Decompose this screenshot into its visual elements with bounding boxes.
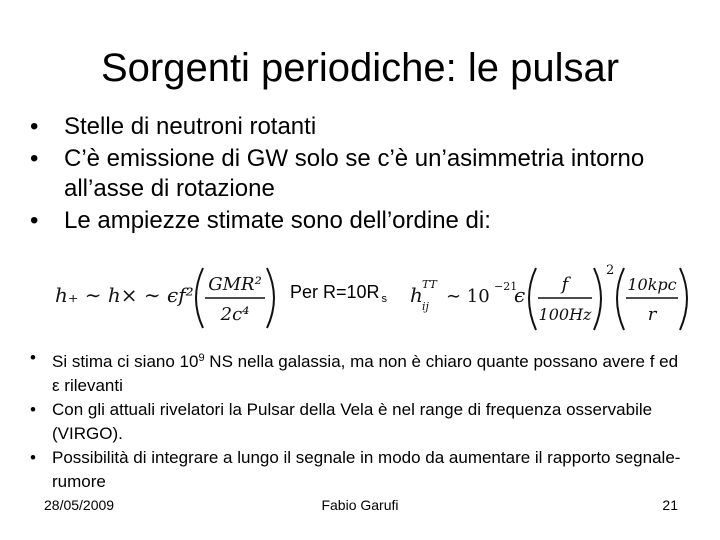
strain-h: h [410,283,423,307]
bullet-dot-icon: • [30,348,36,367]
formula-numerator: GMR² [208,274,262,295]
strain-sub: ij [422,300,429,313]
amplitude-formula [55,258,275,338]
detail-superscript: 9 [198,352,205,364]
strain-epsilon: ϵ [514,283,526,307]
bullet-dot-icon: • [30,448,36,467]
fraction2-denominator: r [647,304,657,325]
footer-page-number: 21 [662,497,678,513]
slide-title: Sorgenti periodiche: le pulsar [100,46,620,90]
right-paren [267,268,274,328]
per-r-subscript: s [381,293,388,305]
bullet-item [30,112,690,142]
detail-text: Con gli attuali rivelatori la Pulsar della Vela è nel range di frequenza osservabile (VIRGO). [52,400,653,443]
fraction1-numerator: f [561,274,569,295]
bullet-item [30,144,690,204]
formula-lhs: h₊ ∼ h× ∼ ϵf² [55,283,194,307]
footer-author: Fabio Garufi [321,497,399,513]
right-paren [594,268,601,330]
fraction1-denominator: 100Hz [538,305,592,324]
footer-date: 28/05/2009 [44,497,115,513]
bullet-item [30,206,690,236]
detail-bullet-item [30,398,690,446]
strain-formula-graphic [410,258,690,338]
per-r-label [290,281,387,306]
bullet-dot-icon: • [30,400,36,419]
main-bullet-list [30,112,690,238]
bullet-dot-icon: • [30,113,39,140]
strain-formula [410,258,690,338]
detail-text: NS nella galassia, ma non è chiaro quante possano avere f ed ε rilevanti [52,352,679,395]
bullet-dot-icon: • [30,145,39,172]
bullet-text: C’è emissione di GW solo se c’è un’asimmetria intorno all’asse di rotazione [64,145,645,202]
detail-text: Si stima ci siano 10 [52,352,199,371]
bullet-text: Stelle di neutroni rotanti [64,113,317,140]
detail-bullet-item [30,446,690,494]
power-exponent: 2 [606,263,615,278]
fraction2-numerator: 10kpc [627,275,677,294]
left-paren [529,268,536,330]
strain-sup: TT [422,278,437,291]
right-paren [680,268,687,330]
left-paren [617,268,624,330]
per-r-text: Per R=10R [290,282,380,302]
strain-sim: ∼ 10 [446,286,490,307]
amplitude-formula-graphic [55,258,275,338]
bullet-text: Le ampiezze stimate sono dell’ordine di: [64,207,491,234]
detail-bullet-list [30,346,690,494]
bullet-dot-icon: • [30,207,39,234]
detail-text: Possibilità di integrare a lungo il segnale in modo da aumentare il rapporto segnale-rumore [52,448,681,491]
detail-bullet-item [30,346,690,398]
left-paren [196,268,203,328]
strain-exponent: −21 [494,280,518,293]
formula-denominator: 2c⁴ [220,304,250,325]
